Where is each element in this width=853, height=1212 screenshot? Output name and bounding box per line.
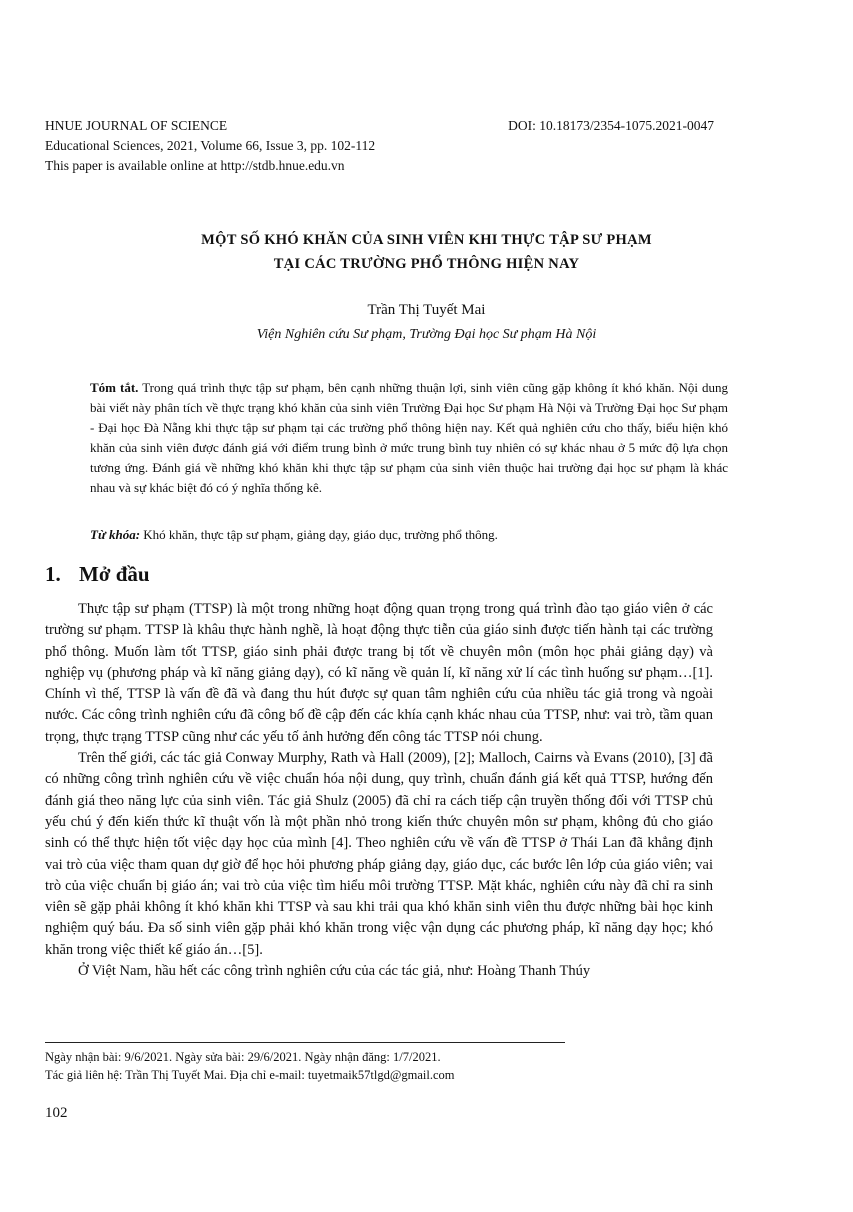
- doi: DOI: 10.18173/2354-1075.2021-0047: [508, 118, 714, 133]
- author-name: Trần Thị Tuyết Mai: [367, 302, 486, 318]
- title-line-2: TẠI CÁC TRƯỜNG PHỔ THÔNG HIỆN NAY: [273, 256, 580, 272]
- page-number: 102: [45, 1105, 68, 1121]
- footnote-dates: Ngày nhận bài: 9/6/2021. Ngày sửa bài: 29/6/2021. Ngày nhận đăng: 1/7/2021.: [45, 1050, 441, 1064]
- footnote-contact: Tác giả liên hệ: Trần Thị Tuyết Mai. Địa chỉ e-mail: tuyetmaik57tlgd@gmail.com: [45, 1068, 455, 1082]
- section-number: 1.: [45, 562, 61, 586]
- section-heading: [45, 562, 150, 587]
- section-body: [45, 599, 713, 982]
- paragraph-2: Trên thế giới, các tác giả Conway Murphy, Rath và Hall (2009), [2]; Malloch, Cairns và Evans (2010), [3] đã có những công trình nghiên cứu về việc chuẩn hóa nội dung, quy trình, chuẩn đánh giá kết quả TTSP, hướng đến đánh giá theo năng lực của sinh viên. Tác giả Shulz (2005) đã chỉ ra cách tiếp cận truyền thống đối với TTSP chủ yếu chú ý đến kiến thức kĩ thuật vốn là một phần nhỏ trong kiến thức chuyên môn sư phạm, không đủ cho giáo sinh có thể thực hiện tốt việc dạy học của mình [4]. Theo nghiên cứu về vấn đề TTSP ở Thái Lan đã khẳng định vai trò của việc tham quan dự giờ để học hỏi phương pháp giảng dạy, giáo dục, các bước lên lớp của giáo viên; vai trò của việc chuẩn bị giáo án; vai trò của việc tìm hiểu môi trường TTSP. Mặt khác, nghiên cứu này đã chỉ ra sinh viên sẽ gặp phải không ít khó khăn khi TTSP và sau khi trải qua khó khăn sinh viên thu được những bài học kinh nghiệm quý báu. Đa số sinh viên gặp phải khó khăn trong việc vận dụng các phương pháp, kĩ năng dạy học; khó khăn trong việc thiết kế giáo án…[5].: [45, 750, 713, 958]
- title-line-1: MỘT SỐ KHÓ KHĂN CỦA SINH VIÊN KHI THỰC TẬP SƯ PHẠM: [201, 232, 652, 248]
- abstract-label: Tóm tắt.: [90, 380, 139, 395]
- journal-name: HNUE JOURNAL OF SCIENCE: [45, 118, 228, 133]
- affiliation: Viện Nghiên cứu Sư phạm, Trường Đại học Sư phạm Hà Nội: [256, 327, 597, 342]
- paragraph-3: Ở Việt Nam, hầu hết các công trình nghiên cứu của các tác giả, như: Hoàng Thanh Thúy: [78, 963, 591, 980]
- availability-note: This paper is available online at http://stdb.hnue.edu.vn: [45, 158, 345, 173]
- footnote-divider: [45, 1042, 565, 1043]
- issue-info: Educational Sciences, 2021, Volume 66, Issue 3, pp. 102-112: [45, 138, 376, 153]
- abstract: [90, 378, 728, 498]
- abstract-text: Trong quá trình thực tập sư phạm, bên cạnh những thuận lợi, sinh viên cũng gặp không ít khó khăn. Nội dung bài viết này phân tích về thực trạng khó khăn của sinh viên Trường Đại học Sư phạm Hà Nội và Trường Đại học Sư phạm - Đại học Đà Nẵng khi thực tập sư phạm tại các trường phổ thông hiện nay. Kết quả nghiên cứu cho thấy, biểu hiện khó khăn của sinh viên được đánh giá với điểm trung bình ở mức trung bình tuy nhiên có sự khác nhau ở 5 mức độ lựa chọn tương ứng. Đánh giá về những khó khăn khi thực tập sư phạm của sinh viên thuộc hai trường đại học sư phạm là khác nhau và sự khác biệt đó có ý nghĩa thống kê.: [90, 380, 728, 495]
- keywords-label: Từ khóa:: [90, 527, 141, 542]
- section-title: Mở đầu: [79, 562, 150, 586]
- paragraph-1: Thực tập sư phạm (TTSP) là một trong những hoạt động quan trọng trong quá trình đào tạo giáo viên ở các trường sư phạm. TTSP là khâu thực hành nghề, là hoạt động thực tiễn của giáo sinh được tiến hành tại các trường phổ thông. Muốn làm tốt TTSP, giáo sinh phải được trang bị tốt về chuyên môn (môn học phải giảng dạy) và nghiệp vụ (phương pháp và kĩ năng giảng dạy), có kĩ năng về quản lí, kĩ năng xử lí các tình huống sư phạm…[1]. Chính vì thế, TTSP là vấn đề đã và đang thu hút được sự quan tâm nghiên cứu của nhiều tác giả trong và ngoài nước. Các công trình nghiên cứu đã công bố đề cập đến các khía cạnh khác nhau của TTSP, như: vai trò, tầm quan trọng, thực trạng TTSP cũng như các yếu tố ảnh hưởng đến công tác TTSP nói chung.: [45, 601, 713, 745]
- keywords: [90, 525, 730, 545]
- keywords-text: Khó khăn, thực tập sư phạm, giảng dạy, giáo dục, trường phổ thông.: [143, 527, 498, 542]
